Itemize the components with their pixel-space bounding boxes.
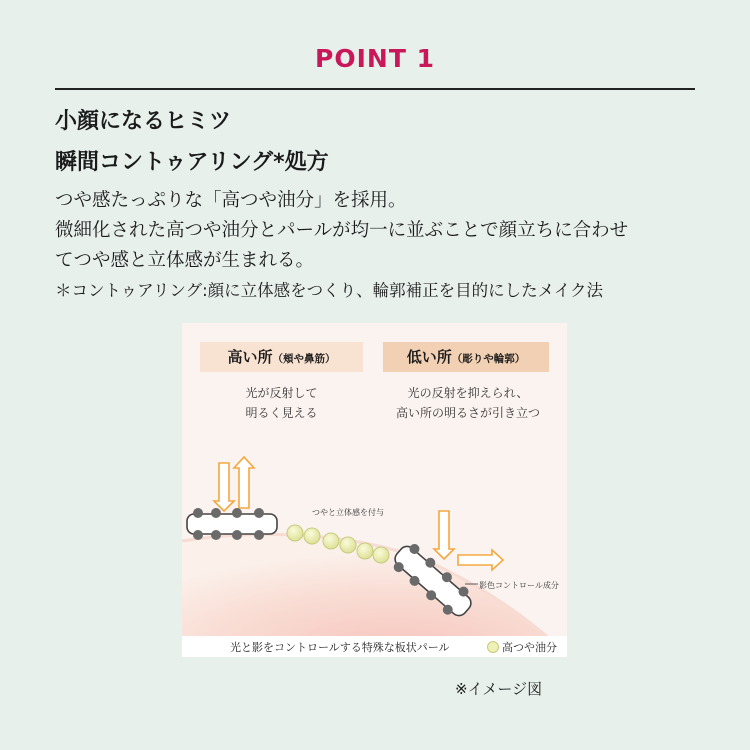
image-note: ※イメージ図 bbox=[455, 680, 543, 698]
footnote: ＊コントゥアリング:顔に立体感をつくり、輪郭補正を目的にしたメイク法 bbox=[55, 281, 603, 300]
legend-pearl-label: 光と影をコントロールする特殊な板状パール bbox=[230, 641, 450, 654]
shadow-control-note: 影色コントロール成分 bbox=[479, 581, 559, 590]
legend-oil-icon bbox=[486, 640, 500, 654]
low-light-arrows bbox=[434, 511, 503, 570]
low-point-caption: 光の反射を抑えられ、 高い所の明るさが引き立つ bbox=[395, 386, 540, 420]
high-point-label: 高い所（頬や鼻筋） bbox=[200, 342, 363, 372]
low-point-label: 低い所（彫りや輪郭） bbox=[383, 342, 549, 372]
body-line-3: てつや感と立体感が生まれる。 bbox=[55, 250, 315, 271]
point-title: POINT 1 bbox=[315, 44, 435, 73]
high-light-arrows bbox=[214, 457, 254, 511]
diagram-legend bbox=[182, 636, 567, 657]
legend-oil-label: 高つや油分 bbox=[502, 641, 557, 654]
heading-line-1: 小顔になるヒミツ bbox=[55, 109, 232, 134]
high-point-caption: 光が反射して 明るく見える bbox=[245, 386, 318, 420]
gloss-note: つやと立体感を付与 bbox=[312, 508, 384, 517]
heading-line-2: 瞬間コントゥアリング*処方 bbox=[55, 150, 329, 175]
diagram-graphic bbox=[182, 323, 567, 657]
title-divider bbox=[55, 88, 695, 90]
illustration-diagram bbox=[182, 323, 567, 657]
body-line-2: 微細化された高つや油分とパールが均一に並ぶことで顔立ちに合わせ bbox=[55, 220, 629, 241]
body-line-1: つや感たっぷりな「高つや油分」を採用。 bbox=[55, 190, 407, 211]
